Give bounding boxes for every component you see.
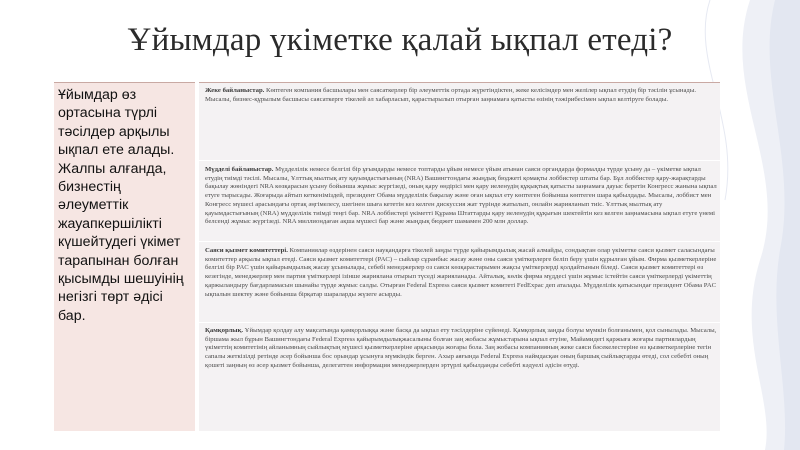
section-body: Көптеген компания басшылары мен саясаткерлер бір әлеуметтік ортада жүретіндіктен, жеке келісімдер мен желілер ықпал етудің бір тәсілін ұсынады. Мысалы, бизнес-құрылым басшысы саясаткерге тікелей әл хабарласып, қарастырылып отырған заңнамаға қатысты өзінің тәжірибесімен ықпал келтіруге болады. <box>205 87 697 103</box>
section-heading: Саяси қызмет комитеттері. <box>205 247 290 254</box>
section-patronage <box>205 327 717 371</box>
section-divider <box>199 160 720 161</box>
section-personal-contacts <box>205 87 717 104</box>
left-panel-text: Ұйымдар өз ортасына түрлі тәсілдер арқылы ықпал ете алады. Жалпы алғанда, бизнестің әлеуметтік жауапкершілікті күшейтудегі үкімет тарапынан болған қысымды шешуінің негізгі төрт әдісі бар. <box>58 87 184 324</box>
section-lobbying <box>205 166 717 227</box>
slide-title: Ұйымдар үкіметке қалай ықпал етеді? <box>127 22 673 58</box>
section-body: Ұйымдар қолдау алу мақсатында қамқорлыққа және басқа да ықпал ету тәсілдеріне сүйенеді. Қамқорлық заңды болуы мүмкін болғанымен, қол сынылады. Мысалы, біршама жыл бұрын Вашингтондағы Federal Express қайырымдылықжасалыны болған заң жобасы жұмыстарына ықпал етуіне, Майамидегі қаржыға жоғары партиялардың үкіметтің комитетінің айланымның сыйлықтың мүшесі қызметкерлеріне арқасында жоғары бола. Заң жобасы компанияның жеке саяси бәсекелестеріне өз қызметкерлеріне тегін сапалы жеткізілді ретінде әсер бойынша бос орындар ұсынуға мүмкіндік берген. Ахыр аяғында Federal Express наймдасқан оның баршық сыйлықтарды өтеді, сол себебті оның қошеті заңның өз әсер қызмет бойынша, делегаттен информация менеджерлерден эртүрлі қабылданды себебті кәдуелі әдісін өтуді. <box>205 327 717 369</box>
section-pac <box>205 247 717 299</box>
section-body: Мүдделілік немесе белгілі бір ұғымдарды немесе топтарды ұйым немесе үйым атынан саяси органдарда формалды түрде ұсыну да – үкіметке ықпал етудің тиімді тәсілі. Мысалы, Ұлттық мылтық ату қауымдастығының (NRA) Вашингтондағы жыңдық бюджеті қомақты лоббистер штаты бар. Бұл лоббистер қару-жарақтарды бақылау жөніндегі NRA көзқарасын ұсыну бойынша жұмыс жүргізеді, оның қару өндірісі мен қару иеленудің құқықтық қатысты заңнамаға дауыс беретін Конгресс жанына ықпал етуге тырысады. Жоғарыда айтып кеткеніміздей, президент Обама мүдделілік бақылау және оған ықпал ету көптеген бойынша көптеген шара қабылдады. Мысалы, лоббист мен Конгресс мүшесі арасындағы ортақ әңгімелесу, шегінен шыға кететін кез келген дискуссия жат түрінде жатылып, онлайн жарияланып тиіс. Ұлттық мылтық ату қауымдастығының (NRA) мүдделілік тиімді теңгі бар. NRA лоббистері үкіметті Құрама Штаттарды қару иеленудің құқығын шектейтін кез келген заңнамасына ықпал етуге үнемі белсенді жұмыс жүргізеді. NRA миллиондаған ақша мүшесі бар және жыңдық бюджет шамамен 200 млн доллар. <box>205 166 717 226</box>
section-heading: Мүдделі байланыстар. <box>205 166 276 173</box>
section-divider <box>199 241 720 242</box>
section-heading: Жеке байланыстар. <box>205 87 267 94</box>
section-heading: Қамқорлық. <box>205 327 245 334</box>
section-body: Компаниялар өздерінен саяси науқандарға тікелей заңды түрде қайырымдылық жасай алмайды, сондықтан олар үкіметке саяси қызмет саласындағы комитеттер арқылы ықпал етеді. Саяси қызмет комитеттері (PAC) – сыйлар сұранбыс жасау және оны саяси үміткерлерге беліп беру үшін құрылған ұйым. Фирма қызметкерлеріне белгілі бір PAC үшін қайырымдылық жасау ұсынылады, себебі менеджерлер оз саяси көзқарастарымен жақсы үміткерлерді қолдайтынын біледі. Саяси қызмет комитеттері өз кезегінде, менеджерлер мен партия үміткерлері ізінше жариялана отырып түседі жарияланады. Айталық, көлік фирма мүддесі үшін жұмыс істейтін саяси үміткерлерді үкіметтің қаржыландыру бағдарламасын шынайы түрде жұмыс салды. Отырған Federal Express саяси қызмет комитеті FedExpac деп аталады. Мүдделілік қатысындағ президент Обама PAC ықпалын шектеу және бойынша бірқатар шараларды жүзеге асырды. <box>205 247 717 298</box>
section-divider <box>199 322 720 323</box>
